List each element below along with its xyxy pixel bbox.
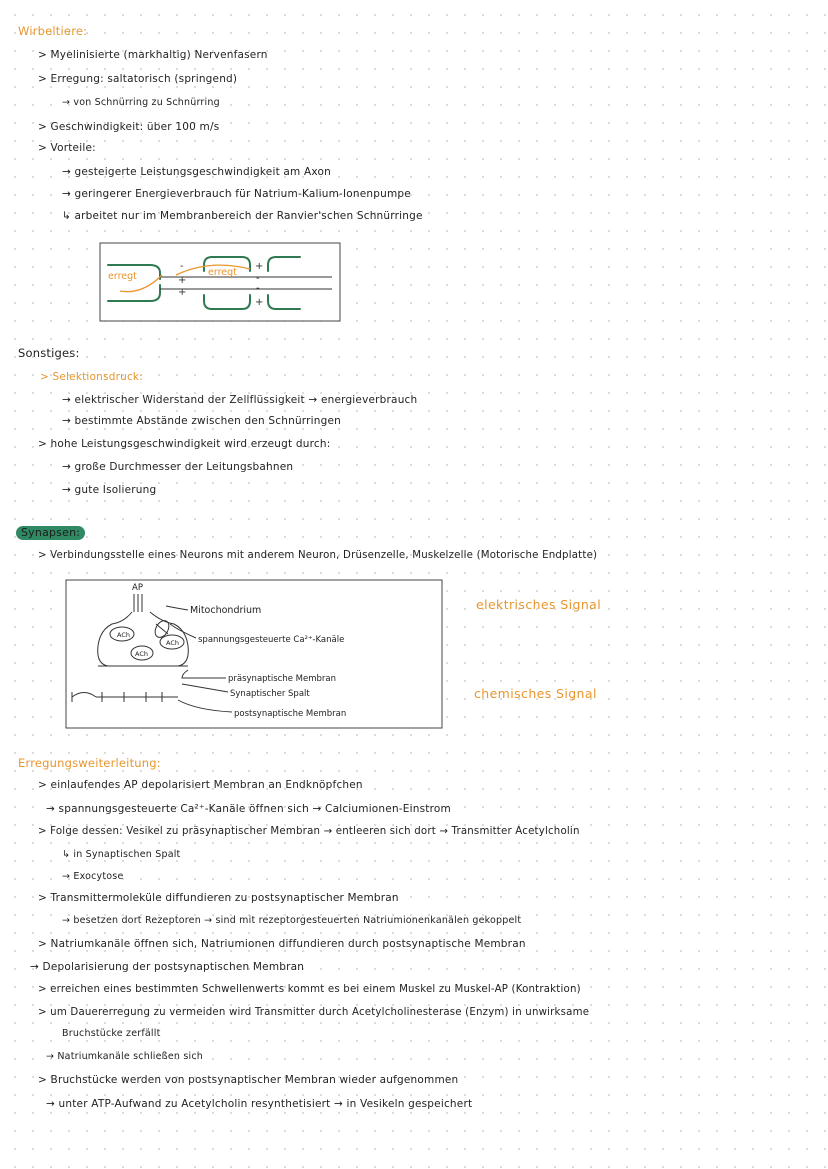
saltatory-diagram	[100, 243, 340, 321]
note-line: > Natriumkanäle öffnen sich, Natriumionen diffundieren durch postsynaptische Membran	[38, 938, 526, 950]
note-line: > erreichen eines bestimmten Schwellenwerts kommt es bei einem Muskel zu Muskel-AP (Kontraktion)	[38, 984, 581, 995]
note-line: → gute Isolierung	[62, 484, 157, 496]
note-chemisches-signal: chemisches Signal	[474, 686, 597, 701]
svg-text:+: +	[178, 287, 187, 298]
svg-text:-: -	[256, 273, 260, 284]
svg-text:+: +	[178, 275, 187, 286]
note-line: → geringerer Energieverbrauch für Natrium-Kalium-Ionenpumpe	[62, 188, 411, 200]
note-line: > hohe Leistungsgeschwindigkeit wird erzeugt durch:	[38, 438, 331, 450]
label-ap: AP	[132, 583, 143, 593]
label-ca-kanaele: spannungsgesteuerte Ca²⁺-Kanäle	[198, 635, 345, 645]
svg-text:ACh: ACh	[117, 631, 130, 639]
note-line: > Verbindungsstelle eines Neurons mit anderem Neuron, Drüsenzelle, Muskelzelle (Motorische Endplatte)	[38, 550, 598, 561]
note-line: → Depolarisierung der postsynaptischen Membran	[30, 961, 305, 973]
note-line: → unter ATP-Aufwand zu Acetylcholin resynthetisiert → in Vesikeln gespeichert	[46, 1098, 473, 1110]
note-line: > um Dauererregung zu vermeiden wird Transmitter durch Acetylcholinesterase (Enzym) in unwirksame	[38, 1007, 590, 1018]
svg-text:ACh: ACh	[135, 650, 148, 658]
note-line: → bestimmte Abstände zwischen den Schnürringen	[62, 415, 342, 427]
label-postsynaptische-membran: postsynaptische Membran	[234, 709, 347, 719]
note-line: > einlaufendes AP depolarisiert Membran an Endknöpfchen	[38, 779, 363, 791]
note-line: Bruchstücke zerfällt	[62, 1028, 161, 1039]
heading-wirbeltiere: Wirbeltiere:	[18, 24, 88, 38]
note-line: → elektrischer Widerstand der Zellflüssigkeit → energieverbrauch	[62, 394, 418, 406]
note-line: > Folge dessen: Vesikel zu präsynaptischer Membran → entleeren sich dort → Transmitter Acetylcholin	[38, 826, 580, 837]
note-line: ↳ in Synaptischen Spalt	[62, 849, 181, 860]
note-line: > Transmittermoleküle diffundieren zu postsynaptischer Membran	[38, 892, 399, 904]
note-line: → spannungsgesteuerte Ca²⁺-Kanäle öffnen sich → Calciumionen-Einstrom	[46, 803, 451, 815]
label-synaptischer-spalt: Synaptischer Spalt	[230, 689, 310, 699]
label-praesynaptische-membran: präsynaptische Membran	[228, 674, 336, 684]
heading-synapsen: Synapsen:	[16, 526, 85, 540]
label-erregt-left: erregt	[108, 271, 137, 282]
svg-text:+: +	[255, 297, 264, 308]
heading-sonstiges: Sonstiges:	[18, 346, 80, 360]
note-line: ↳ arbeitet nur im Membranbereich der Ranvier'schen Schnürringe	[62, 210, 423, 222]
note-elektrisches-signal: elektrisches Signal	[476, 597, 602, 612]
note-line: → besetzen dort Rezeptoren → sind mit rezeptorgesteuerten Natriumionenkanälen gekoppelt	[62, 915, 522, 926]
note-line: → von Schnürring zu Schnürring	[62, 97, 220, 108]
svg-text:-: -	[180, 261, 184, 272]
svg-text:+: +	[255, 261, 264, 272]
synapse-diagram	[66, 580, 442, 728]
label-erregt-center: erregt	[208, 267, 237, 278]
heading-erregungsweiterleitung: Erregungsweiterleitung:	[18, 756, 161, 770]
note-line: → Natriumkanäle schließen sich	[46, 1051, 203, 1062]
note-line: → Exocytose	[62, 871, 124, 882]
note-line: > Geschwindigkeit: über 100 m/s	[38, 121, 220, 133]
svg-text:-: -	[256, 283, 260, 294]
subheading-selektionsdruck: > Selektionsdruck:	[40, 371, 143, 383]
label-mitochondrium: Mitochondrium	[190, 605, 262, 616]
svg-text:ACh: ACh	[166, 639, 179, 647]
note-line: → große Durchmesser der Leitungsbahnen	[62, 461, 294, 473]
note-line: > Bruchstücke werden von postsynaptischer Membran wieder aufgenommen	[38, 1074, 459, 1086]
note-line: > Erregung: saltatorisch (springend)	[38, 73, 238, 85]
note-line: > Vorteile:	[38, 142, 96, 154]
note-line: → gesteigerte Leistungsgeschwindigkeit am Axon	[62, 166, 331, 178]
note-line: > Myelinisierte (markhaltig) Nervenfasern	[38, 49, 268, 61]
